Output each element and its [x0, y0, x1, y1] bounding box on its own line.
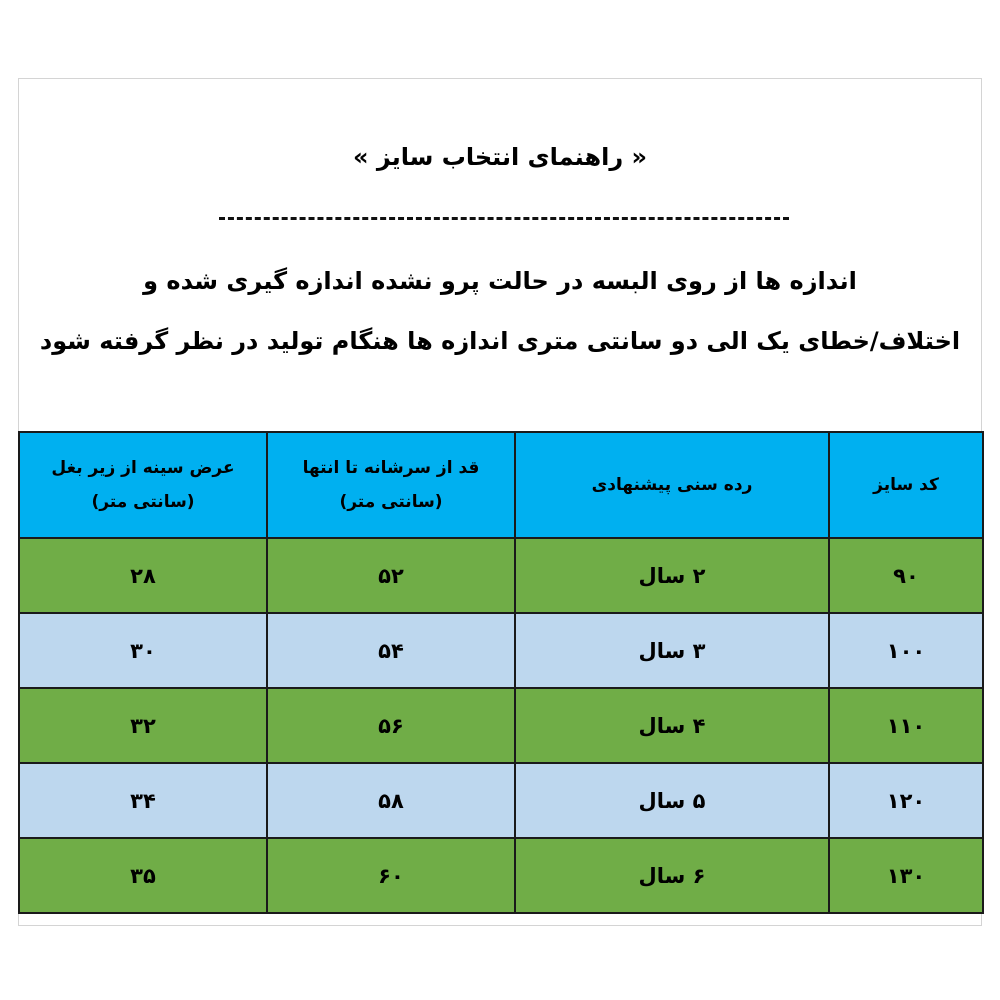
column-header-label: قد از سرشانه تا انتها — [302, 458, 480, 478]
cell-length: ۵۲ — [267, 538, 515, 613]
cell-chest: ۳۰ — [19, 613, 267, 688]
column-header-unit: (سانتی متر) — [339, 492, 443, 512]
column-header-unit: (سانتی متر) — [91, 492, 195, 512]
cell-chest: ۳۴ — [19, 763, 267, 838]
table-header-row — [19, 432, 983, 538]
size-table — [18, 431, 984, 914]
cell-age: ۳ سال — [515, 613, 829, 688]
page-title: « راهنمای انتخاب سایز » — [352, 143, 648, 171]
column-header-label: کد سایز — [873, 475, 939, 495]
cell-age: ۶ سال — [515, 838, 829, 913]
column-header-chest — [19, 432, 267, 538]
size-guide-sheet — [18, 78, 982, 926]
cell-size: ۱۰۰ — [829, 613, 983, 688]
table-row — [19, 613, 983, 688]
note-line-1: اندازه ها از روی البسه در حالت پرو نشده اندازه گیری شده و — [143, 267, 857, 295]
table-row — [19, 538, 983, 613]
dashed-divider — [219, 217, 789, 220]
cell-length: ۵۸ — [267, 763, 515, 838]
column-header-size — [829, 432, 983, 538]
cell-length: ۵۴ — [267, 613, 515, 688]
cell-length: ۵۶ — [267, 688, 515, 763]
column-header-length — [267, 432, 515, 538]
table-row — [19, 838, 983, 913]
table-row — [19, 688, 983, 763]
column-header-label: رده سنی پیشنهادی — [591, 475, 753, 495]
column-header-age — [515, 432, 829, 538]
size-guide-header — [19, 79, 981, 432]
cell-chest: ۲۸ — [19, 538, 267, 613]
cell-chest: ۳۵ — [19, 838, 267, 913]
cell-length: ۶۰ — [267, 838, 515, 913]
cell-chest: ۳۲ — [19, 688, 267, 763]
column-header-label: عرض سینه از زیر بغل — [51, 458, 235, 478]
cell-age: ۲ سال — [515, 538, 829, 613]
cell-size: ۱۳۰ — [829, 838, 983, 913]
cell-size: ۹۰ — [829, 538, 983, 613]
note-line-2: اختلاف/خطای یک الی دو سانتی متری اندازه ها هنگام تولید در نظر گرفته شود — [39, 327, 961, 355]
cell-age: ۵ سال — [515, 763, 829, 838]
cell-size: ۱۲۰ — [829, 763, 983, 838]
cell-size: ۱۱۰ — [829, 688, 983, 763]
table-row — [19, 763, 983, 838]
cell-age: ۴ سال — [515, 688, 829, 763]
